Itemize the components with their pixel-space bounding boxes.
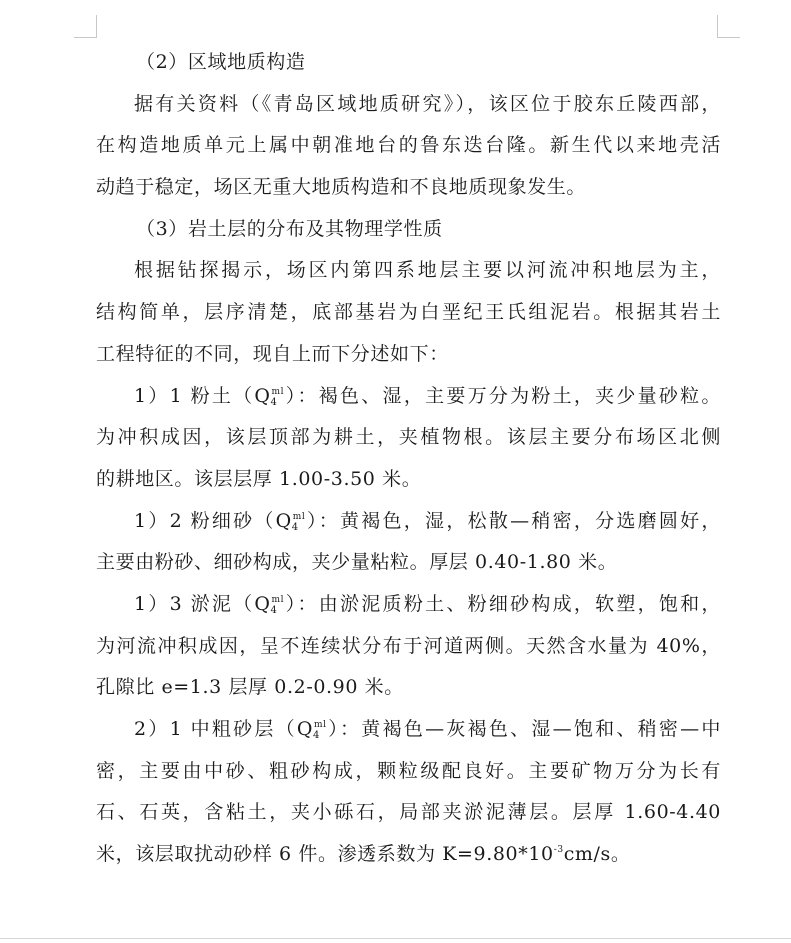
paragraph-line: 在构造地质单元上属中朝准地台的鲁东迭台隆。新生代以来地壳活 [96,134,721,157]
paragraph-line [96,834,721,876]
layer-2-1-title-line [96,709,721,751]
layer-1-2-title-line [96,501,721,543]
layer-1-1-title-line [96,376,721,418]
layer-subscript: 4 [270,396,278,408]
unit-text: cm/s。 [563,843,631,866]
layer-superscript: ml [314,720,327,730]
paragraph-line: 动趋于稳定，场区无重大地质构造和不良地质现象发生。 [96,176,587,199]
page-bottom-edge [0,938,791,939]
layer-subscript: 4 [291,521,299,533]
paragraph-line: 根据钻探揭示，场区内第四系地层主要以河流冲积地层为主， [134,259,721,282]
paragraph-line: 结构简单，层序清楚，底部基岩为白垩纪王氏组泥岩。根据其岩土 [96,301,721,324]
crop-mark-top-right [717,15,740,38]
layer-prefix: 1）2 粉细砂（Q [134,509,292,532]
paragraph-line: 孔隙比 e=1.3 层厚 0.2-0.90 米。 [96,676,404,699]
paragraph-line: 石、石英，含粘土，夹小砾石，局部夹淤泥薄层。层厚 1.60-4.40 [96,801,721,824]
paragraph-line: 为冲积成因，该层顶部为耕土，夹植物根。该层主要分布场区北侧 [96,426,721,449]
paragraph-line: 密，主要由中砂、粗砂构成，颗粒级配良好。主要矿物万分为长有 [96,759,721,782]
paragraph-line: 为河流冲积成因，呈不连续状分布于河道两侧。天然含水量为 40%， [96,634,721,657]
layer-suffix: ）：黄褐色—灰褐色、湿—饱和、稍密—中 [326,718,721,740]
layer-superscript: ml [292,511,306,522]
section-heading-3: （3）岩土层的分布及其物理学性质 [136,217,443,240]
layer-superscript: ml [271,594,285,605]
document-body[interactable] [96,42,721,876]
paragraph-line: 主要由粉砂、细砂构成，夹少量粘粒。厚层 0.40-1.80 米。 [96,551,618,574]
section-heading-2: （2）区域地质构造 [136,51,306,73]
layer-superscript: ml [271,386,285,397]
layer-suffix: ）：由淤泥质粉土、粉细砂构成，软塑，饱和， [284,592,721,615]
layer-prefix: 1）3 淤泥（Q [134,592,271,615]
layer-suffix: ）：黄褐色，湿，松散—稍密，分选磨圆好， [305,509,721,532]
layer-subscript: 4 [270,604,278,616]
paragraph-line: 据有关资料（《青岛区域地质研究》），该区位于胶东丘陵西部， [134,92,721,115]
layer-prefix: 2）1 中粗砂层（Q [134,718,314,740]
crop-mark-top-left [74,15,97,38]
paragraph-line: 工程特征的不同，现自上而下分述如下： [96,342,449,365]
layer-suffix: ）：褐色、湿，主要万分为粉土，夹少量砂粒。 [284,384,721,407]
permeability-text: 米，该层取扰动砂样 6 件。渗透系数为 K=9.80*10 [96,843,554,866]
layer-prefix: 1）1 粉土（Q [134,384,271,407]
paragraph-line: 的耕地区。该层层厚 1.00-3.50 米。 [96,467,422,490]
layer-1-3-title-line [96,584,721,626]
layer-subscript: 4 [313,730,321,741]
exponent: -3 [553,845,564,856]
